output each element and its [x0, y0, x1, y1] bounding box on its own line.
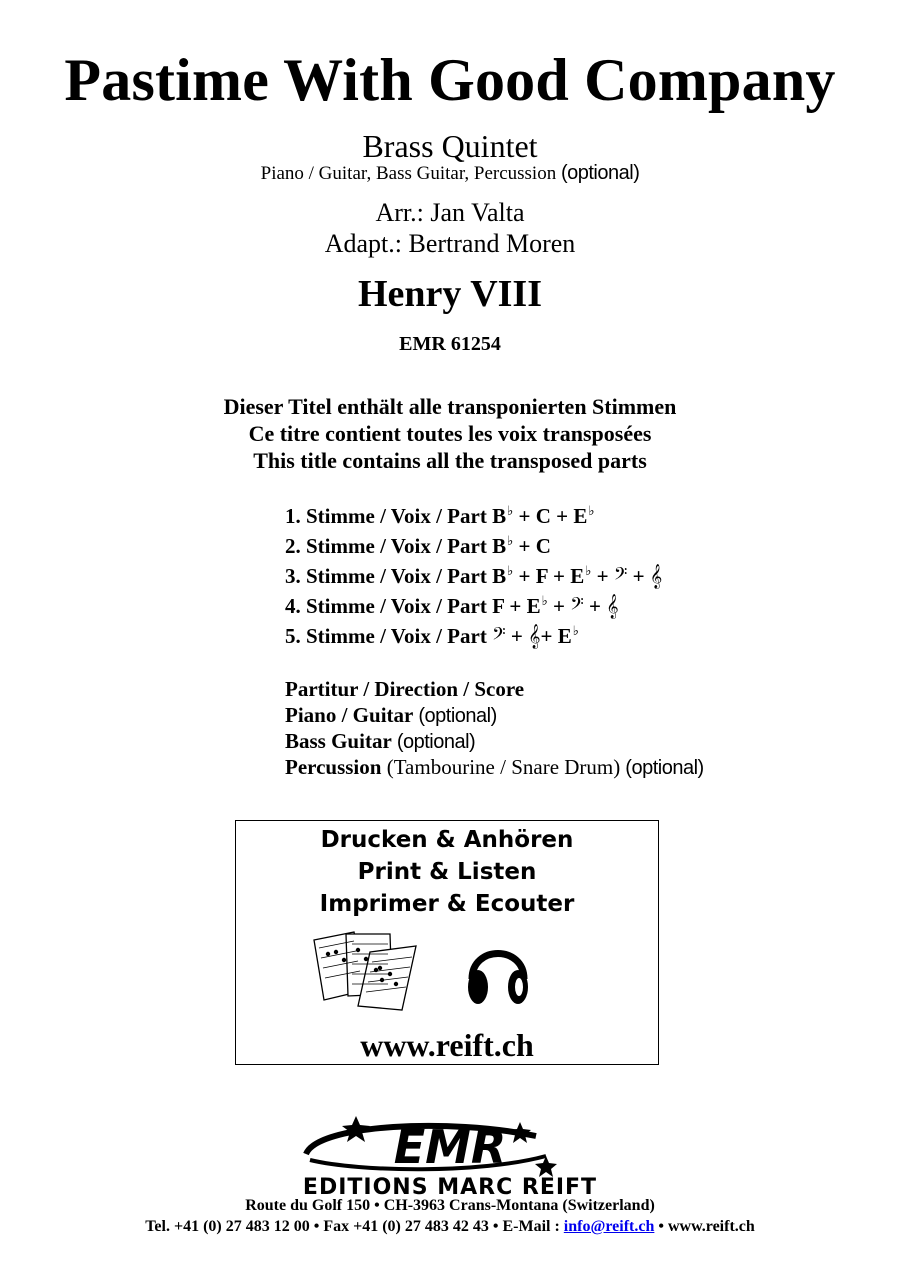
extra-score: Partitur / Direction / Score: [285, 677, 525, 701]
logo-text: EMR: [393, 1120, 507, 1174]
transposed-note-en: This title contains all the transposed parts: [253, 448, 647, 473]
adapter: Adapt.: Bertrand Moren: [324, 229, 576, 258]
part-label: 2. Stimme / Voix / Part: [285, 534, 493, 558]
composer: Henry VIII: [357, 273, 543, 315]
transposed-note-de: Dieser Titel enthält alle transponierten Stimmen: [223, 394, 677, 419]
treble-clef-icon: 𝄞: [528, 624, 541, 648]
bass-clef-icon: 𝄢: [570, 594, 584, 618]
treble-clef-icon: 𝄞: [606, 594, 619, 618]
part-5: 5. Stimme / Voix / Part 𝄢 + 𝄞+ E♭: [285, 623, 579, 648]
page-title: Pastime With Good Company: [64, 47, 836, 113]
transposed-note-fr: Ce titre contient toutes les voix transposées: [248, 421, 652, 446]
parts-list: [285, 496, 662, 646]
publisher-contact: Tel. +41 (0) 27 483 12 00 • Fax +41 (0) 27 483 42 43 • E-Mail : info@reift.ch • www.reift.ch: [145, 1218, 755, 1235]
arranger: Arr.: Jan Valta: [375, 198, 525, 227]
bass-clef-icon: 𝄢: [613, 564, 628, 588]
extra-percussion: Percussion (Tambourine / Snare Drum) (optional): [285, 755, 704, 779]
email-link[interactable]: info@reift.ch: [563, 1218, 655, 1235]
print-box-line-fr: Imprimer & Ecouter: [319, 891, 575, 917]
website-link[interactable]: www.reift.ch: [360, 1027, 534, 1063]
bass-clef-icon: 𝄢: [492, 624, 506, 648]
publisher-name: EDITIONS MARC REIFT: [302, 1175, 598, 1200]
part-1: 1. Stimme / Voix / Part B♭ + C + E♭: [285, 503, 595, 528]
extra-piano: Piano / Guitar (optional): [285, 703, 497, 727]
print-box-line-de: Drucken & Anhören: [320, 827, 574, 853]
print-listen-box: [235, 820, 659, 1065]
instrumentation: [0, 162, 900, 185]
publisher-address: Route du Golf 150 • CH-3963 Crans-Montana (Switzerland): [245, 1197, 655, 1214]
emr-logo: [300, 1110, 600, 1200]
catalog-number: EMR 61254: [399, 333, 501, 355]
sheet-music-icon: [310, 928, 422, 1014]
subtitle: Brass Quintet: [362, 128, 538, 164]
part-4: 4. Stimme / Voix / Part F + E♭ + 𝄢 + 𝄞: [285, 593, 619, 618]
extra-bass-guitar: Bass Guitar (optional): [285, 729, 476, 753]
part-label: 1. Stimme / Voix / Part: [285, 504, 493, 528]
headphones-icon: [464, 933, 532, 1009]
instrumentation-optional: (optional): [560, 162, 640, 184]
extras-list: [285, 676, 704, 780]
instrumentation-main: Piano / Guitar, Bass Guitar, Percussion: [260, 163, 561, 184]
treble-clef-icon: 𝄞: [649, 564, 663, 588]
part-label: 5. Stimme / Voix / Part: [285, 624, 493, 648]
part-label: 3. Stimme / Voix / Part: [285, 564, 493, 588]
part-2: 2. Stimme / Voix / Part B♭ + C: [285, 533, 551, 558]
part-3: 3. Stimme / Voix / Part B♭ + F + E♭ + 𝄢 + 𝄞: [285, 563, 663, 588]
print-box-line-en: Print & Listen: [357, 859, 537, 885]
part-label: 4. Stimme / Voix / Part: [285, 594, 493, 618]
